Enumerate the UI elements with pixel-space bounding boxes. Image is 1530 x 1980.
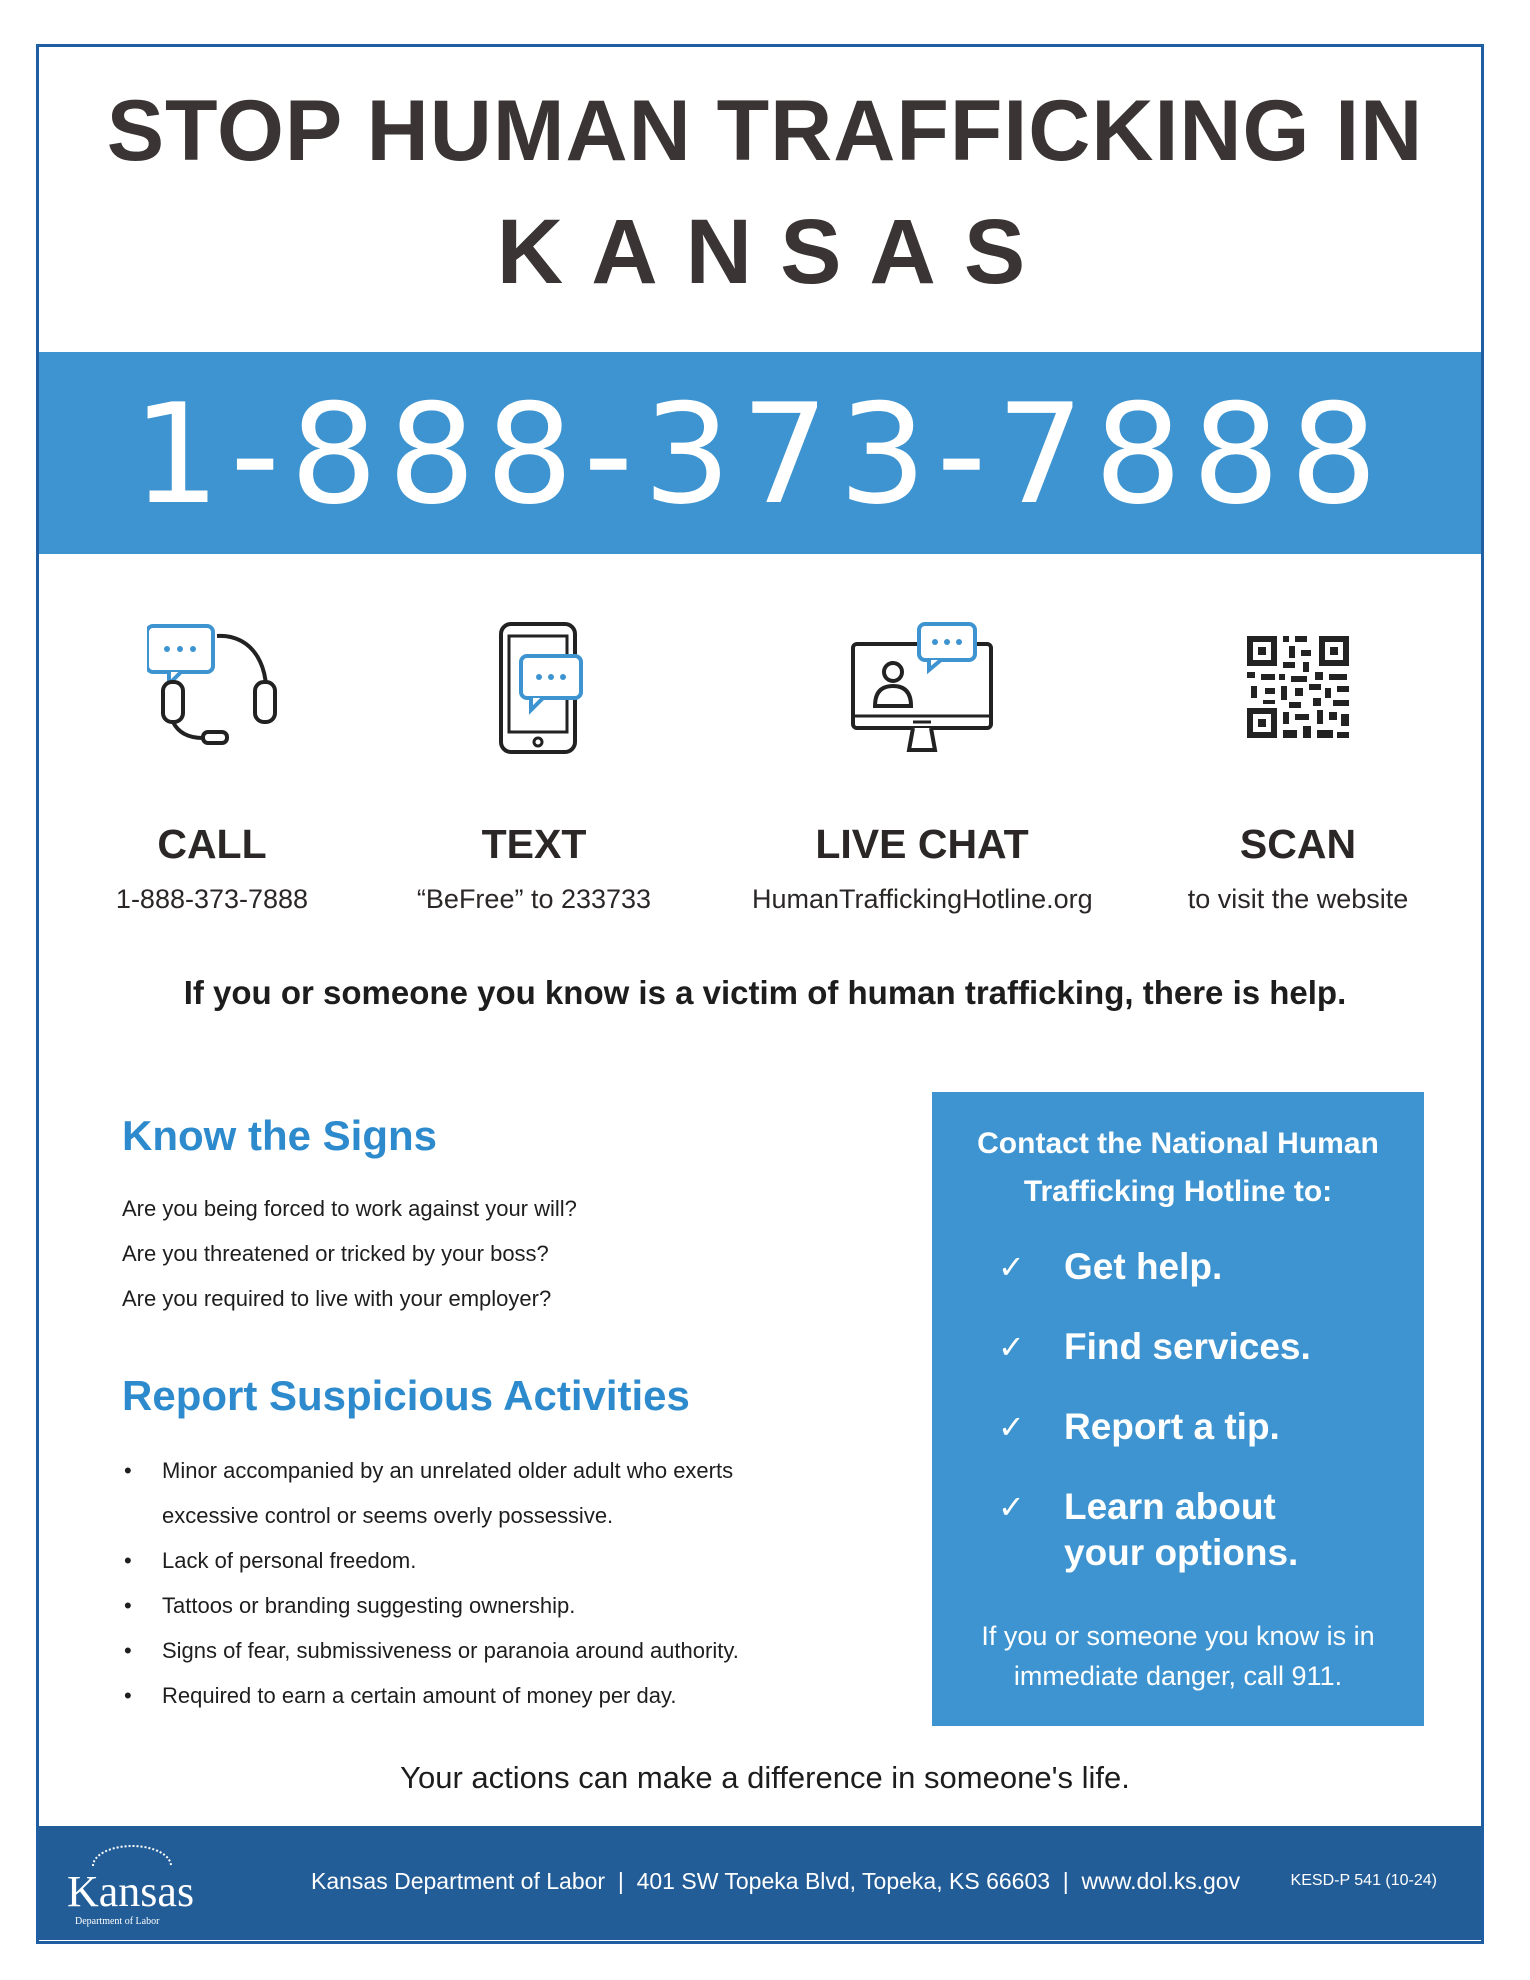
live-chat-url[interactable]: HumanTraffickingHotline.org: [752, 884, 1093, 914]
callout-item-text: Get help.: [1064, 1246, 1223, 1287]
report-item: • Tattoos or branding suggesting ownership.: [122, 1583, 842, 1628]
computer-chat-icon: [857, 620, 987, 755]
text-option[interactable]: [364, 620, 704, 915]
sign-question: Are you threatened or tricked by your boss?: [122, 1241, 549, 1266]
page-title-line-1: STOP HUMAN TRAFFICKING IN: [106, 83, 1424, 179]
callout-item: [998, 1484, 1324, 1576]
logo-subtext: Department of Labor: [75, 1916, 160, 1927]
report-item: • Signs of fear, submissiveness or paranoia around authority.: [122, 1628, 842, 1673]
callout-list: [998, 1244, 1324, 1610]
call-label: CALL: [157, 821, 267, 867]
emergency-note: If you or someone you know is in immediate danger, call 911.: [981, 1621, 1375, 1691]
form-code: KESD-P 541 (10-24): [1290, 1872, 1437, 1889]
report-item: • Minor accompanied by an unrelated older adult who exerts excessive control or seems overly possessive.: [122, 1448, 772, 1538]
text-detail: “BeFree” to 233733: [416, 884, 652, 914]
help-statement: If you or someone you know is a victim of human trafficking, there is help.: [183, 974, 1347, 1011]
live-chat-label: LIVE CHAT: [815, 821, 1029, 867]
callout-item: [998, 1324, 1324, 1370]
checkmark-icon: ✓: [998, 1249, 1025, 1285]
know-signs-heading: Know the Signs: [122, 1112, 437, 1159]
headset-chat-icon: [147, 620, 277, 755]
page-title-line-2: KANSAS: [496, 201, 1054, 303]
report-list: [122, 1448, 842, 1718]
tagline: Your actions can make a difference in someone's life.: [400, 1760, 1130, 1795]
callout-item: [998, 1244, 1324, 1290]
report-item: • Lack of personal freedom.: [122, 1538, 842, 1583]
sign-question: Are you required to live with your employer?: [122, 1286, 552, 1311]
checkmark-icon: ✓: [998, 1409, 1025, 1445]
call-option[interactable]: [42, 620, 382, 915]
footer-bar: [39, 1826, 1481, 1940]
hotline-callout-box: [932, 1092, 1424, 1726]
scan-detail: to visit the website: [1187, 884, 1409, 914]
sign-question: Are you being forced to work against your will?: [122, 1196, 577, 1221]
callout-heading: Contact the National Human Trafficking Hotline to:: [977, 1127, 1379, 1208]
callout-item-text: Learn about your options.: [1064, 1486, 1299, 1573]
scan-label: SCAN: [1239, 821, 1357, 867]
scan-option[interactable]: [1128, 620, 1468, 915]
checkmark-icon: ✓: [998, 1489, 1025, 1525]
callout-item-text: Report a tip.: [1064, 1406, 1280, 1447]
call-detail[interactable]: 1-888-373-7888: [115, 884, 309, 914]
report-heading: Report Suspicious Activities: [122, 1372, 690, 1419]
hotline-number[interactable]: 1-888-373-7888: [132, 374, 1388, 535]
qr-code-icon[interactable]: [1233, 620, 1363, 755]
logo-wordmark: Kansas: [67, 1867, 195, 1916]
checkmark-icon: ✓: [998, 1329, 1025, 1365]
text-label: TEXT: [481, 821, 587, 867]
know-signs-questions: [122, 1186, 577, 1321]
callout-item-text: Find services.: [1064, 1326, 1311, 1367]
kansas-dol-logo: [67, 1844, 197, 1927]
hotline-banner: [39, 352, 1481, 554]
live-chat-option[interactable]: [752, 620, 1092, 915]
report-item: • Required to earn a certain amount of money per day.: [122, 1673, 842, 1718]
callout-item: [998, 1404, 1324, 1450]
footer-address[interactable]: Kansas Department of Labor | 401 SW Topeka Blvd, Topeka, KS 66603 | www.dol.ks.gov: [311, 1868, 1241, 1894]
phone-chat-icon: [469, 620, 599, 755]
sunburst-icon: [87, 1844, 177, 1868]
